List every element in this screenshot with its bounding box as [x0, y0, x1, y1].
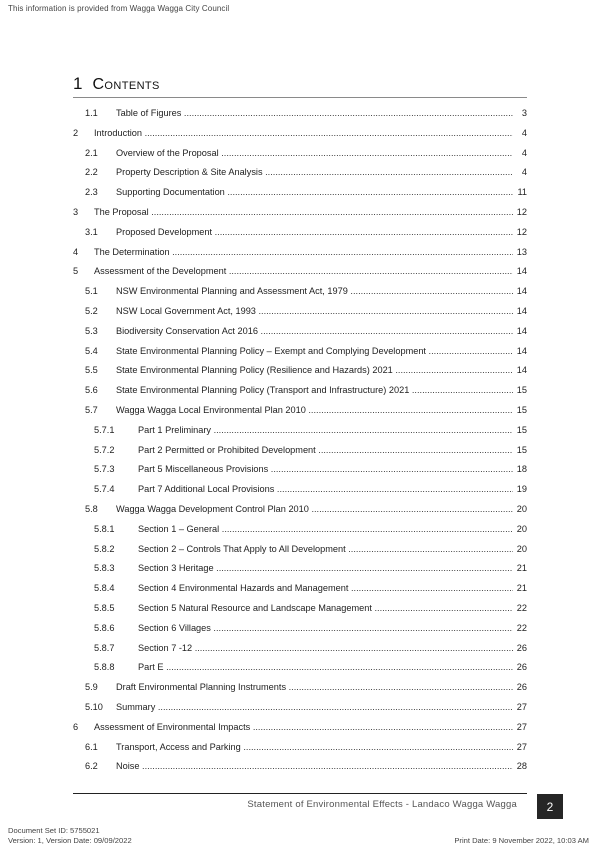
toc-entry-page: 14	[513, 302, 527, 322]
toc-entry-title: NSW Environmental Planning and Assessment Act, 1979 .....	[116, 282, 513, 302]
toc-entry-number: 5.7.1	[94, 424, 115, 435]
toc-entry-page: 14	[513, 342, 527, 362]
toc-entry[interactable]	[73, 223, 527, 243]
toc-entry[interactable]	[73, 282, 527, 302]
toc-entry-number: 5.3	[85, 325, 98, 336]
toc-entry-page: 14	[513, 262, 527, 282]
toc-entry-number: 5.8	[85, 503, 98, 514]
toc-entry-number: 5.7	[85, 404, 98, 415]
toc-entry-number: 6.2	[85, 761, 98, 772]
toc-entry-number: 5.10	[85, 701, 103, 712]
toc-entry-number: 5.4	[85, 345, 98, 356]
toc-entry-page: 18	[513, 460, 527, 480]
toc-entry[interactable]	[73, 124, 527, 144]
toc-entry-page: 15	[513, 381, 527, 401]
toc-entry-page: 12	[513, 203, 527, 223]
toc-entry-number: 5.8.1	[94, 523, 115, 534]
toc-entry[interactable]	[73, 678, 527, 698]
toc-entry-number: 6	[73, 721, 79, 732]
toc-entry[interactable]	[73, 559, 527, 579]
toc-entry-number: 5.8.8	[94, 662, 115, 673]
toc-entry-title: Transport, Access and Parking .....	[116, 738, 513, 758]
toc-entry-title: State Environmental Planning Policy (Resilience and Hazards) 2021 .....	[116, 361, 513, 381]
toc-entry-title: Draft Environmental Planning Instruments .....	[116, 678, 513, 698]
toc-entry[interactable]	[73, 302, 527, 322]
toc-entry-page: 20	[513, 520, 527, 540]
toc-entry-title: Part E .....	[138, 658, 513, 678]
toc-entry-page: 21	[513, 559, 527, 579]
toc-entry-page: 15	[513, 441, 527, 461]
toc-entry-title: Section 4 Environmental Hazards and Management .....	[138, 579, 513, 599]
toc-entry-title: State Environmental Planning Policy (Transport and Infrastructure) 2021 .....	[116, 381, 513, 401]
toc-entry[interactable]	[73, 441, 527, 461]
toc-entry-page: 3	[513, 104, 527, 124]
toc-entry-number: 3.1	[85, 226, 98, 237]
toc-entry-page: 28	[513, 757, 527, 777]
toc-entry-title: Assessment of Environmental Impacts .....	[94, 718, 513, 738]
toc-entry[interactable]	[73, 163, 527, 183]
toc-entry-page: 15	[513, 401, 527, 421]
toc-entry-title: Part 2 Permitted or Prohibited Development .....	[138, 441, 513, 461]
toc-entry-number: 5.8.2	[94, 543, 115, 554]
toc-entry-number: 2.1	[85, 147, 98, 158]
toc-entry-title: Biodiversity Conservation Act 2016 .....	[116, 322, 513, 342]
toc-entry[interactable]	[73, 460, 527, 480]
toc-entry-page: 26	[513, 639, 527, 659]
toc-entry[interactable]	[73, 144, 527, 164]
toc-entry-title: State Environmental Planning Policy – Exempt and Complying Development .....	[116, 342, 513, 362]
toc-entry-number: 5.6	[85, 385, 98, 396]
toc-entry[interactable]	[73, 183, 527, 203]
print-date: Print Date: 9 November 2022, 10:03 AM	[454, 836, 589, 845]
toc-entry-page: 4	[513, 144, 527, 164]
toc-entry-page: 27	[513, 718, 527, 738]
heading-title: Contents	[92, 76, 160, 93]
toc-entry-number: 5	[73, 266, 79, 277]
toc-entry-page: 21	[513, 579, 527, 599]
toc-entry[interactable]	[73, 104, 527, 124]
toc-entry-number: 2.3	[85, 187, 98, 198]
toc-entry-number: 5.7.4	[94, 484, 115, 495]
toc-entry-page: 14	[513, 322, 527, 342]
toc-entry-title: Wagga Wagga Local Environmental Plan 2010 .....	[116, 401, 513, 421]
toc-entry-number: 5.2	[85, 305, 98, 316]
contents-heading	[73, 74, 527, 98]
toc-entry-page: 22	[513, 599, 527, 619]
toc-entry-title: Section 6 Villages .....	[138, 619, 513, 639]
toc-entry-page: 15	[513, 421, 527, 441]
heading-number: 1	[73, 74, 83, 93]
toc-entry[interactable]	[73, 579, 527, 599]
toc-entry-page: 14	[513, 361, 527, 381]
toc-entry[interactable]	[73, 203, 527, 223]
toc-entry-title: Property Description & Site Analysis .....	[116, 163, 513, 183]
toc-entry-title: Section 7 -12 .....	[138, 639, 513, 659]
toc-entry[interactable]	[73, 599, 527, 619]
toc-entry-page: 20	[513, 500, 527, 520]
toc-entry-number: 1.1	[85, 108, 98, 118]
toc-entry-title: Part 7 Additional Local Provisions .....	[138, 480, 513, 500]
toc-entry[interactable]	[73, 381, 527, 401]
toc-entry[interactable]	[73, 619, 527, 639]
toc-entry-page: 22	[513, 619, 527, 639]
toc-entry-page: 26	[513, 658, 527, 678]
toc-entry-number: 5.8.6	[94, 622, 115, 633]
toc-entry-page: 27	[513, 698, 527, 718]
toc-entry[interactable]	[73, 500, 527, 520]
toc-entry-title: Section 1 – General .....	[138, 520, 513, 540]
toc-entry-number: 5.8.5	[94, 602, 115, 613]
toc-entry-number: 2	[73, 127, 79, 138]
toc-entry[interactable]	[73, 361, 527, 381]
toc-entry[interactable]	[73, 540, 527, 560]
toc-entry-title: Summary .....	[116, 698, 513, 718]
toc-entry[interactable]	[73, 322, 527, 342]
toc-entry-number: 5.8.7	[94, 642, 115, 653]
toc-entry-page: 4	[513, 124, 527, 144]
toc-entry-number: 2.2	[85, 167, 98, 178]
toc-entry[interactable]	[73, 738, 527, 758]
toc-entry-title: Wagga Wagga Development Control Plan 2010 .....	[116, 500, 513, 520]
toc-entry[interactable]	[73, 401, 527, 421]
toc-entry-title: Noise .....	[116, 757, 513, 777]
toc-entry-title: Table of Figures .....	[116, 104, 513, 124]
toc-entry-page: 14	[513, 282, 527, 302]
toc-entry-number: 5.7.2	[94, 444, 115, 455]
toc-entry-title: Overview of the Proposal .....	[116, 144, 513, 164]
toc-entry[interactable]	[73, 262, 527, 282]
toc-entry-title: The Proposal .....	[94, 203, 513, 223]
toc-entry-title: Proposed Development .....	[116, 223, 513, 243]
footer-rule	[73, 793, 527, 794]
toc-entry-title: Section 5 Natural Resource and Landscape Management .....	[138, 599, 513, 619]
toc-entry-title: Introduction .....	[94, 124, 513, 144]
toc-entry-page: 12	[513, 223, 527, 243]
document-set-id: Document Set ID: 5755021	[8, 826, 100, 835]
toc-entry-number: 5.8.3	[94, 563, 115, 574]
toc-entry-title: Section 3 Heritage .....	[138, 559, 513, 579]
toc-entry[interactable]	[73, 698, 527, 718]
version-info: Version: 1, Version Date: 09/09/2022	[8, 836, 132, 845]
toc-entry-number: 3	[73, 206, 79, 217]
toc-entry-title: Section 2 – Controls That Apply to All Development .....	[138, 540, 513, 560]
toc-entry[interactable]	[73, 243, 527, 263]
toc-entry[interactable]	[73, 718, 527, 738]
toc-entry-page: 4	[513, 163, 527, 183]
toc-entry-page: 13	[513, 243, 527, 263]
source-note: This information is provided from Wagga Wagga City Council	[8, 4, 230, 13]
toc-entry-number: 5.7.3	[94, 464, 115, 475]
toc-entry-page: 20	[513, 540, 527, 560]
toc-entry-page: 11	[513, 183, 527, 203]
toc-entry-title: Part 1 Preliminary .....	[138, 421, 513, 441]
toc-entry-title: NSW Local Government Act, 1993 .....	[116, 302, 513, 322]
toc-entry[interactable]	[73, 757, 527, 777]
footer-document-title: Statement of Environmental Effects - Landaco Wagga Wagga	[247, 799, 517, 810]
toc-entry-title: Assessment of the Development .....	[94, 262, 513, 282]
toc-entry-number: 6.1	[85, 741, 98, 752]
toc-entry-number: 5.1	[85, 286, 98, 297]
toc-entry-number: 5.9	[85, 682, 98, 693]
toc-entry-page: 26	[513, 678, 527, 698]
table-of-contents	[73, 104, 527, 777]
toc-entry[interactable]	[73, 639, 527, 659]
toc-entry-page: 27	[513, 738, 527, 758]
toc-entry-number: 4	[73, 246, 79, 257]
toc-entry[interactable]	[73, 421, 527, 441]
toc-entry[interactable]	[73, 480, 527, 500]
toc-entry-number: 5.5	[85, 365, 98, 376]
toc-entry-title: The Determination .....	[94, 243, 513, 263]
toc-entry[interactable]	[73, 342, 527, 362]
toc-entry-number: 5.8.4	[94, 583, 115, 594]
toc-entry[interactable]	[73, 658, 527, 678]
toc-entry-title: Supporting Documentation .....	[116, 183, 513, 203]
toc-entry-page: 19	[513, 480, 527, 500]
page-number-badge: 2	[537, 794, 563, 819]
toc-entry[interactable]	[73, 520, 527, 540]
toc-entry-title: Part 5 Miscellaneous Provisions .....	[138, 460, 513, 480]
